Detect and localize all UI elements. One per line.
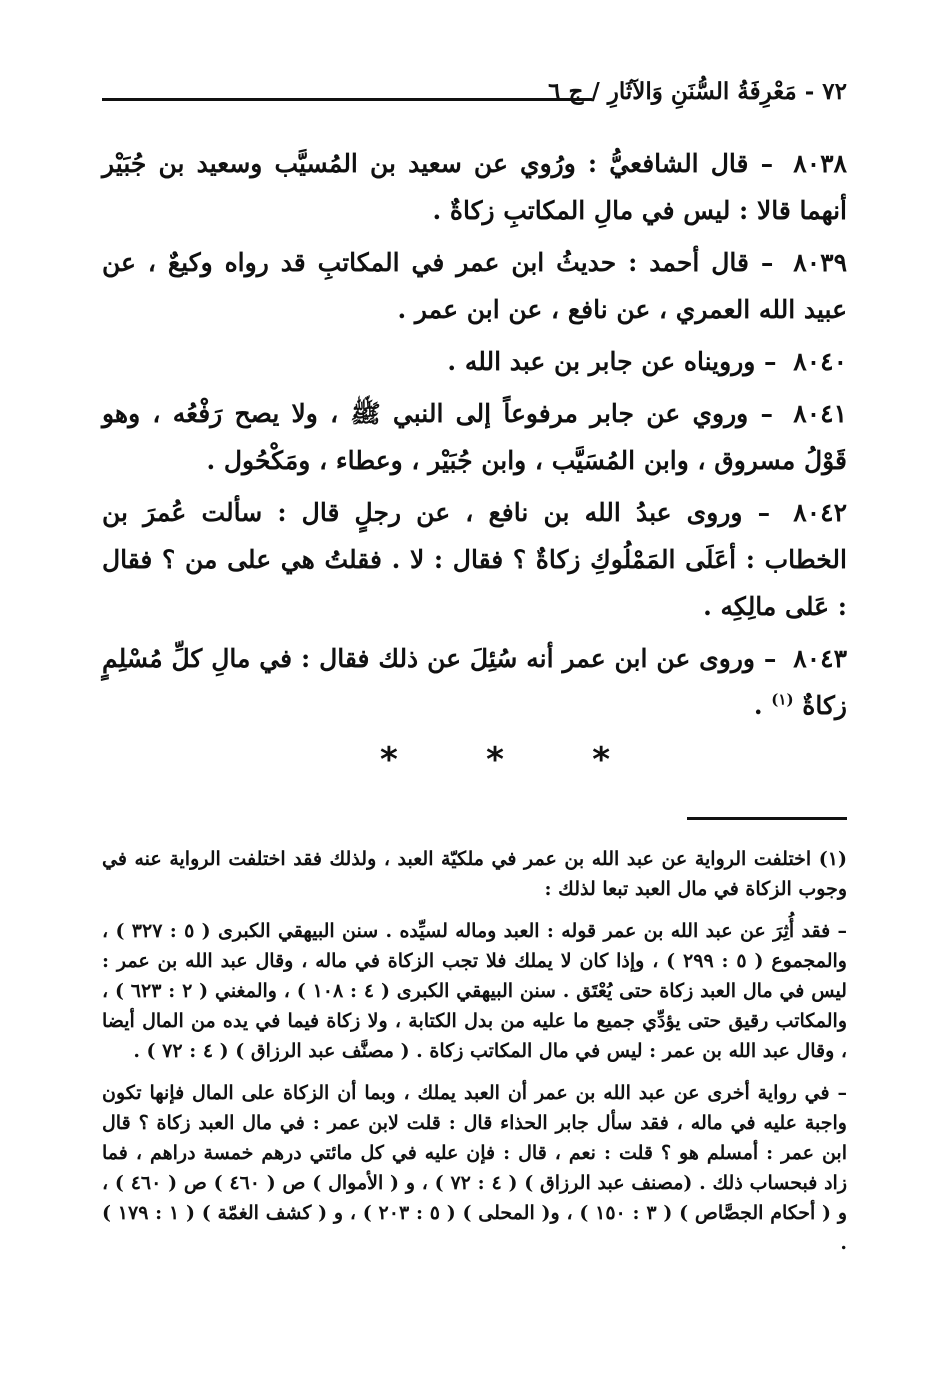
asterisk-icon: * <box>486 740 504 780</box>
paragraph-text: – وروي عن جابر مرفوعاً إلى النبي ﷺ ، ولا يصح رَفْعُه ، وهو قَوْلُ مسروق ، وابن المُسَيَّب ، وابن جُبَيْر ، وعطاء ، ومَكْحُول . <box>102 399 847 475</box>
paragraph-text: – قال الشافعيُّ : ورُوي عن سعيد بن المُسيَّب وسعيد بن جُبَيْر أنهما قالا : ليس في مالِ المكاتبِ زكاةٌ . <box>102 149 847 225</box>
paragraph-text: – قال أحمد : حديثُ ابن عمر في المكاتبِ قد رواه وكيعٌ ، عن عبيد الله العمري ، عن نافع ، عن ابن عمر . <box>102 248 847 324</box>
footnote-1-part-2: – فقد أُثِرَ عن عبد الله بن عمر قوله : العبد وماله لسيِّده . سنن البيهقي الكبرى ( ٥ : ٣٢٧ ) ، والمجموع ( ٥ : ٢٩٩ ) ، وإذا كان لا يملك فلا تجب الزكاة في ماله ، وقال عبد الله بن عمر : ليس في مال العبد زكاة حتى يُعْتَق . سنن البيهقي الكبرى ( ٤ : ١٠٨ ) ، والمغني ( ٢ : ٦٢٣ ) ، والمكاتب رقيق حتى يؤدِّي جميع ما عليه من بدل الكتابة ، ولا زكاة فيما في يده من المال أيضا ، وقال عبد الله بن عمر : ليس في مال المكاتب زكاة . ( مصنَّف عبد الرزاق ) ( ٤ : ٧٢ ) . <box>102 920 847 1062</box>
asterisk-icon: * <box>592 740 610 780</box>
footnote-1: (١) اختلفت الرواية عن عبد الله بن عمر في ملكيّة العبد ، ولذلك فقد اختلفت الرواية عنه في وجوب الزكاة في مال العبد تبعا لذلك : <box>102 848 847 900</box>
page-header <box>102 78 847 108</box>
paragraph-end: . <box>753 691 763 720</box>
section-separator <box>380 740 610 780</box>
paragraph-number: ٨٠٣٨ <box>793 149 847 178</box>
footnote-rule <box>687 817 847 820</box>
footnote-reference[interactable]: (١) <box>771 690 794 709</box>
paragraph-8038 <box>102 140 847 234</box>
paragraph-8041 <box>102 390 847 484</box>
paragraph-number: ٨٠٣٩ <box>793 248 847 277</box>
paragraph-number: ٨٠٤٢ <box>793 498 847 527</box>
paragraph-8043 <box>102 635 847 729</box>
asterisk-icon: * <box>380 740 398 780</box>
header-rule <box>102 98 592 101</box>
paragraph-text: – وروى عبدُ الله بن نافع ، عن رجلٍ قال : سألت عُمرَ بن الخطاب : أعَلَى المَمْلُوكِ زكاةٌ ؟ فقال : لا . فقلتُ هي على من ؟ فقال : عَلى مالِكِه . <box>102 498 847 621</box>
footnote-1-part-3: – في رواية أخرى عن عبد الله بن عمر أن العبد يملك ، وبما أن الزكاة على المال فإنها تكون واجبة عليه في ماله ، فقد سأل جابر الحذاء قال : قلت لابن عمر : في مال العبد زكاة ؟ قال ابن عمر : أمسلم هو ؟ قلت : نعم ، قال : فإن عليه في كل مائتي درهم خمسة دراهم ، فما زاد فبحساب ذلك . (مصنف عبد الرزاق ) ( ٤ : ٧٢ ) ، و ( الأموال ) ص ( ٤٦٠ ) ص ( ٤٦٠ ) ، و ( أحكام الجصَّاص ) ( ٣ : ١٥٠ ) ، و( المحلى ) ( ٥ : ٢٠٣ ) ، و ( كشف الغمّة ) ( ١ : ١٧٩ ) . <box>102 1082 847 1254</box>
paragraph-number: ٨٠٤٠ <box>793 347 847 376</box>
footnotes <box>102 844 847 1270</box>
paragraph-8039 <box>102 239 847 333</box>
main-text <box>102 140 847 734</box>
paragraph-number: ٨٠٤٣ <box>793 644 847 673</box>
paragraph-text: – وروى عن ابن عمر أنه سُئِلَ عن ذلك فقال : في مالِ كلِّ مُسْلِمٍ زكاةٌ <box>102 644 847 720</box>
paragraph-8042 <box>102 489 847 630</box>
paragraph-8040 <box>102 338 847 385</box>
paragraph-text: – ورويناه عن جابر بن عبد الله . <box>447 347 777 376</box>
running-title: ٧٢ - مَعْرِفَةُ السُّنَنِ وَالآثَارِ / ج ٦ <box>548 78 847 105</box>
paragraph-number: ٨٠٤١ <box>793 399 847 428</box>
